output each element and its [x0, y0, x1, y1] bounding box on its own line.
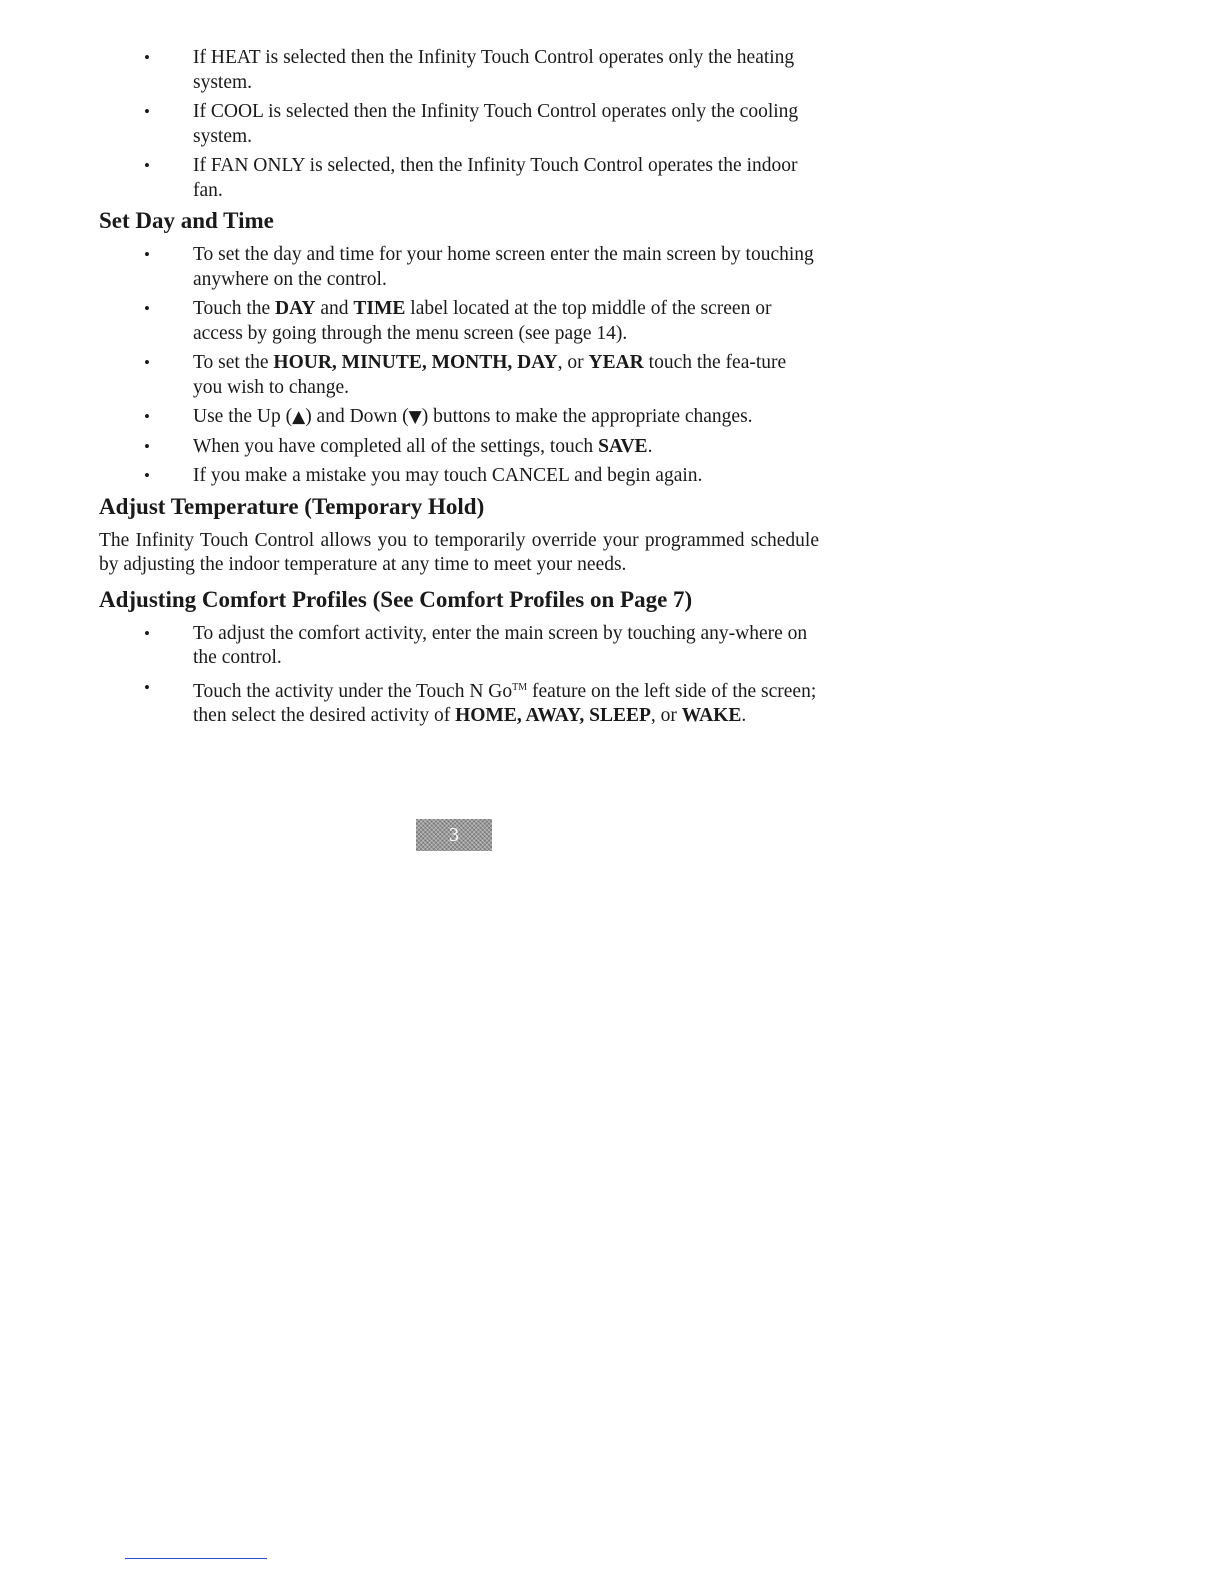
adjust-temperature-paragraph: The Infinity Touch Control allows you to temporarily override your programmed schedule by adjusting the indoor temperature at any time to meet your needs.	[99, 529, 819, 575]
bullet-text-c: ) buttons to make the appropriate changes.	[421, 406, 753, 427]
list-item	[99, 100, 819, 149]
list-item	[99, 405, 819, 430]
footer-rule	[125, 1558, 267, 1559]
bullet: •	[144, 623, 150, 643]
down-arrow-icon: ▼	[408, 407, 422, 427]
page-number-badge: 3	[416, 819, 492, 851]
bullet: •	[144, 436, 150, 456]
bullet-text-a: Touch the activity under the Touch N Go	[193, 680, 513, 702]
bullet-text: If HEAT is selected then the Infinity Touch Control operates only the heating system.	[193, 47, 795, 93]
bullet: •	[144, 466, 150, 485]
list-item	[99, 435, 819, 460]
comfort-profiles-heading: Adjusting Comfort Profiles (See Comfort Profiles on Page 7)	[99, 586, 693, 612]
bullet-text-c: label located at the top middle of the screen or access by going through the menu screen (see page 14).	[193, 298, 772, 344]
mode-bullet-list	[99, 46, 819, 203]
bullet-text-b: .	[647, 435, 653, 457]
up-arrow-icon: ▲	[292, 407, 306, 427]
bullet-text-b: ) and Down (	[305, 406, 409, 427]
bullet-text-a: Touch the	[193, 298, 276, 319]
list-item	[99, 464, 819, 489]
hour-minute-month-day-label: HOUR, MINUTE, MONTH, DAY	[273, 352, 558, 373]
bullet-text-a: To set the	[193, 352, 274, 373]
bullet-text-b: feature on the left side of the screen; then select the desired activity of	[193, 680, 817, 726]
activity-labels: HOME, AWAY, SLEEP	[455, 705, 651, 726]
day-label: DAY	[275, 298, 316, 319]
bullet-text: To adjust the comfort activity, enter the main screen by touching any-where on the control.	[193, 622, 808, 668]
comfort-list	[99, 622, 819, 729]
bullet: •	[144, 245, 150, 264]
bullet: •	[144, 102, 150, 121]
list-item	[99, 351, 819, 400]
bullet: •	[144, 299, 150, 318]
bullet: •	[144, 677, 150, 697]
bullet-text-c: touch the fea-ture you wish to change.	[193, 352, 787, 398]
list-item	[99, 154, 819, 203]
bullet: •	[144, 353, 150, 372]
bullet-text-a: Use the Up (	[193, 406, 293, 427]
list-item	[99, 622, 819, 671]
list-item	[99, 243, 819, 292]
bullet-text: If FAN ONLY is selected, then the Infinity Touch Control operates the indoor fan.	[193, 155, 798, 201]
time-label: TIME	[353, 298, 406, 319]
adjust-temperature-heading: Adjust Temperature (Temporary Hold)	[99, 493, 485, 519]
wake-label: WAKE	[681, 705, 742, 726]
bullet: •	[144, 156, 150, 175]
bullet-text-b: , or	[557, 352, 589, 373]
manual-page	[99, 46, 819, 734]
trademark-symbol: TM	[512, 681, 528, 693]
bullet-text-a: When you have completed all of the settings, touch	[193, 435, 599, 457]
bullet: •	[144, 48, 150, 67]
bullet-text-c: , or	[650, 705, 682, 726]
list-item	[99, 676, 819, 729]
bullet-text-b: and	[315, 298, 354, 319]
set-day-time-list	[99, 243, 819, 489]
bullet-text: If you make a mistake you may touch CANCEL and begin again.	[193, 465, 703, 486]
set-day-time-heading: Set Day and Time	[99, 208, 274, 233]
bullet-text: If COOL is selected then the Infinity Touch Control operates only the cooling system.	[193, 101, 799, 147]
list-item	[99, 46, 819, 95]
bullet-text: To set the day and time for your home screen enter the main screen by touching anywhere on the control.	[193, 244, 814, 290]
bullet-text-d: .	[741, 705, 747, 726]
list-item	[99, 297, 819, 346]
bullet: •	[144, 407, 150, 426]
year-label: YEAR	[588, 352, 644, 373]
save-label: SAVE	[598, 435, 648, 457]
